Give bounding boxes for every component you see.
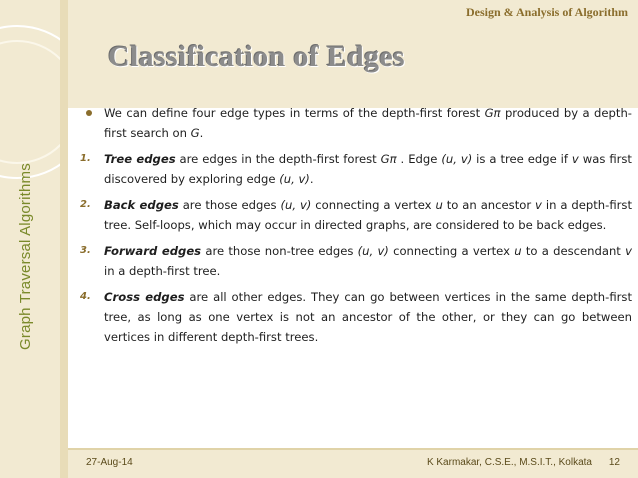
page-number: 12 (608, 457, 620, 468)
item-text: to an ancestor (442, 198, 536, 212)
item-text: . Edge (396, 152, 442, 166)
item-text: connecting a vertex (311, 198, 436, 212)
edge-term: Tree edges (104, 152, 176, 166)
item-text: are edges in the depth-first forest (175, 152, 381, 166)
intro-text: . (199, 126, 204, 140)
footer-date: 27-Aug-14 (86, 457, 133, 468)
list-item-tree-edges (80, 149, 632, 189)
item-math: u (435, 198, 443, 212)
list-item-back-edges (80, 195, 632, 235)
item-text: . (309, 172, 314, 186)
decorative-arc (0, 40, 68, 164)
sidebar (0, 0, 68, 478)
item-math: (u, v) (280, 198, 312, 212)
item-text: was first discovered by exploring edge (104, 152, 632, 186)
slide-title: Classification of Edges (108, 40, 405, 73)
item-math: Gπ (380, 152, 397, 166)
sidebar-stripe (60, 0, 68, 478)
intro-text: produced by a depth-first search on (104, 106, 632, 140)
course-header: Design & Analysis of Algorithm (465, 5, 628, 19)
item-number: 1. (80, 153, 91, 164)
item-number: 4. (80, 291, 91, 302)
item-text: in a depth-first tree. (104, 264, 221, 278)
footer-divider (68, 448, 638, 450)
item-math: (u, v) (357, 244, 389, 258)
item-text: are all other edges. They can go between vertices in the same depth-first tree, as long as one vertex is not an ancestor of the other, or they can go between vertices in different depth-first trees. (104, 290, 632, 344)
item-math: v (571, 152, 579, 166)
item-text: in a depth-first tree. Self-loops, which may occur in directed graphs, are considered to be back edges. (104, 198, 632, 232)
item-text: are those non-tree edges (201, 244, 358, 258)
edge-term: Cross edges (104, 290, 185, 304)
item-math: v (625, 244, 632, 258)
footer-author: K Karmakar, C.S.E., M.S.I.T., Kolkata (426, 457, 592, 468)
footer (68, 448, 638, 478)
item-number: 3. (80, 245, 91, 256)
item-text: connecting a vertex (388, 244, 515, 258)
intro-math: G (190, 126, 200, 140)
item-math: v (535, 198, 542, 212)
item-math: (u, v) (441, 152, 473, 166)
bullet-icon (86, 110, 92, 116)
item-text: is a tree edge if (472, 152, 572, 166)
item-math: (u, v) (279, 172, 310, 186)
intro-paragraph (80, 103, 632, 143)
sidebar-label: Graph Traversal Algorithms (17, 163, 34, 350)
item-text: are those edges (178, 198, 281, 212)
slide-body (80, 103, 632, 353)
edge-term: Back edges (104, 198, 179, 212)
item-text: to a descendant (521, 244, 626, 258)
item-number: 2. (80, 199, 91, 210)
intro-text: We can define four edge types in terms of the depth-first forest (104, 106, 485, 120)
edge-term: Forward edges (104, 244, 202, 258)
list-item-forward-edges (80, 241, 632, 281)
item-math: u (514, 244, 522, 258)
intro-math: Gπ (484, 106, 501, 120)
list-item-cross-edges (80, 287, 632, 347)
